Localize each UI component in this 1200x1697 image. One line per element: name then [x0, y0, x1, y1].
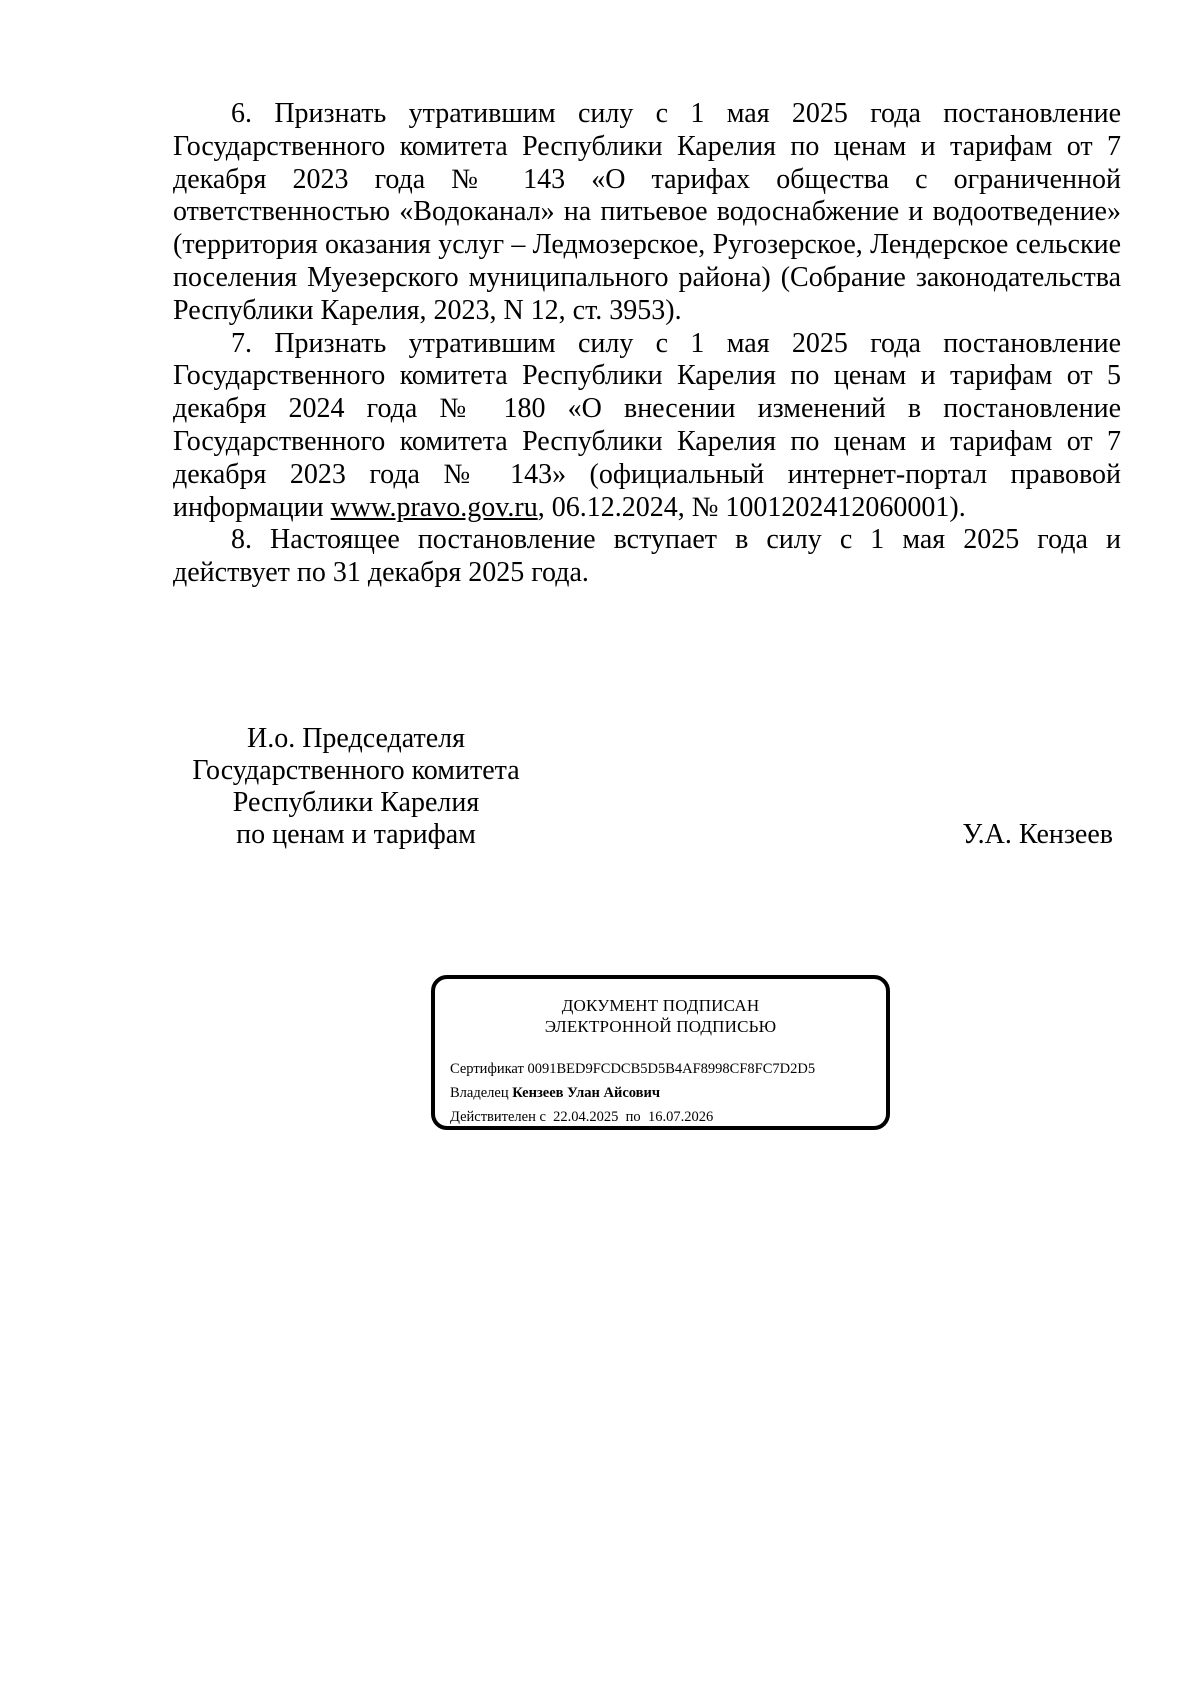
- electronic-signature-stamp: [431, 975, 890, 1130]
- stamp-details: [450, 1057, 815, 1129]
- certificate-label: Сертификат: [450, 1061, 524, 1077]
- signatory-position-line: Государственного комитета: [192, 755, 520, 786]
- paragraph-8: 8. Настоящее постановление вступает в силу с 1 мая 2025 года и действует по 31 декабря 2025 года.: [173, 524, 1121, 589]
- valid-to: 16.07.2026: [647, 1109, 714, 1125]
- paragraph-7: [173, 328, 1121, 525]
- signatory-name: У.А. Кензеев: [962, 819, 1113, 850]
- validity-row: [450, 1105, 815, 1129]
- paragraph-7-text-end: , 06.12.2024, № 1001202412060001).: [537, 491, 966, 523]
- signatory-position-line: И.о. Председателя: [246, 723, 466, 754]
- paragraph-6: 6. Признать утратившим силу с 1 мая 2025 года постановление Государственного комитета Республики Карелия по ценам и тарифам от 7 декабря 2023 года № 143 «О тарифах общества с ограниченной ответственностью «Водоканал» на питьевое водоснабжение и водоотведение» (территория оказания услуг – Ледмозерское, Ругозерское, Лендерское сельские поселения Муезерского муниципального района) (Собрание законодательства Республики Карелия, 2023, N 12, ст. 3953).: [173, 98, 1121, 326]
- valid-to-label: по: [625, 1109, 641, 1125]
- stamp-title-line: ДОКУМЕНТ ПОДПИСАН: [561, 996, 760, 1015]
- owner-value: Кензеев Улан Айсович: [512, 1085, 661, 1101]
- owner-label: Владелец: [450, 1085, 509, 1101]
- document-body: [173, 98, 1121, 590]
- owner-row: [450, 1081, 815, 1105]
- signatory-position-line: по ценам и тарифам: [236, 819, 476, 850]
- valid-label: Действителен с: [450, 1109, 546, 1125]
- pravo-portal-link[interactable]: www.pravo.gov.ru: [330, 491, 538, 523]
- stamp-title-line: ЭЛЕКТРОННОЙ ПОДПИСЬЮ: [544, 1017, 777, 1036]
- certificate-row: [450, 1057, 815, 1081]
- paragraph-7-text-start: 7. Признать утратившим силу с 1 мая 2025 года постановление Государственного комитета Республики Карелия по ценам и тарифам от 5 декабря 2024 года № 180 «О внесении изменений в постановление Государственного комитета Республики Карелия по ценам и тарифам от 7 декабря 2023 года № 143» (официальный интернет-портал правовой информации: [173, 327, 1121, 523]
- signatory-position: [180, 723, 532, 851]
- stamp-title: [435, 995, 886, 1037]
- certificate-value: 0091BED9FCDCB5D5B4AF8998CF8FC7D2D5: [527, 1061, 816, 1077]
- valid-from: 22.04.2025: [553, 1109, 619, 1125]
- signatory-position-line: Республики Карелия: [232, 787, 480, 818]
